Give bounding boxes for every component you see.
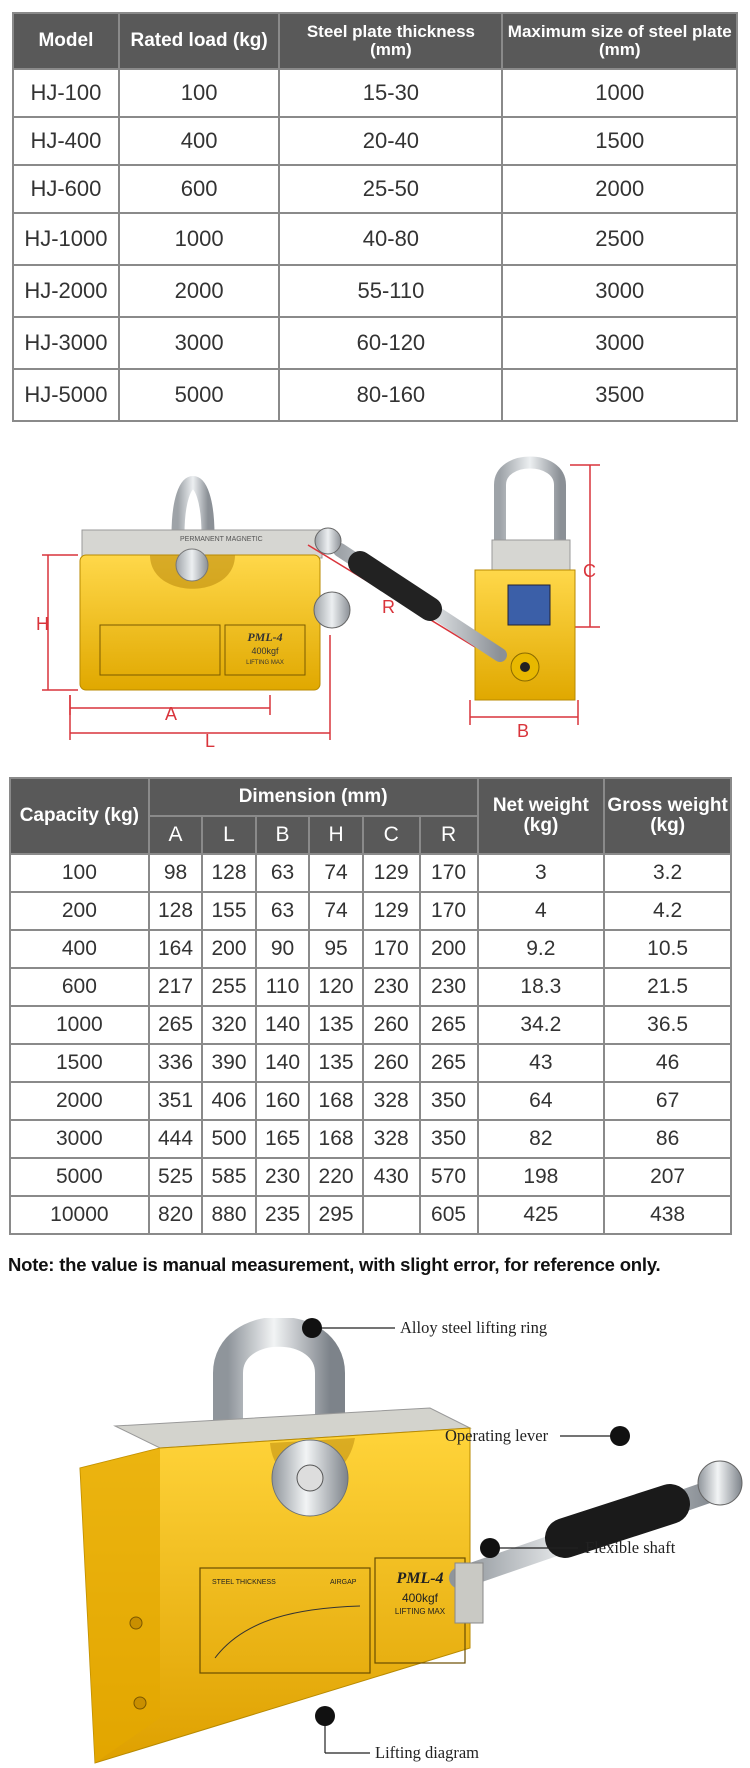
capacity-cell: 168	[309, 1120, 363, 1158]
capacity-dimension-table	[9, 777, 732, 1235]
header-dim-h: H	[309, 816, 363, 854]
header-dimension: Dimension (mm)	[149, 778, 478, 816]
product-lever-grip	[565, 1504, 670, 1538]
capacity-cell: 155	[202, 892, 256, 930]
capacity-cell: 350	[420, 1082, 478, 1120]
model-spec-row	[13, 213, 737, 265]
header-capacity: Capacity (kg)	[10, 778, 149, 854]
capacity-cell: 605	[420, 1196, 478, 1234]
header-dim-c: C	[363, 816, 420, 854]
capacity-cell: 2000	[10, 1082, 149, 1120]
capacity-cell: 600	[10, 968, 149, 1006]
capacity-cell: 9.2	[478, 930, 605, 968]
capacity-cell: 207	[604, 1158, 731, 1196]
model-spec-table	[12, 12, 738, 422]
label-l: L	[205, 731, 216, 751]
capacity-cell: 265	[420, 1044, 478, 1082]
capacity-cell: 170	[420, 892, 478, 930]
header-dim-a: A	[149, 816, 203, 854]
model-spec-cell: 3000	[119, 317, 280, 369]
lever-ball	[315, 528, 341, 554]
capacity-cell: 3000	[10, 1120, 149, 1158]
capacity-cell: 220	[309, 1158, 363, 1196]
capacity-cell: 260	[363, 1044, 420, 1082]
callout-lifting-ring: Alloy steel lifting ring	[400, 1318, 548, 1337]
capacity-cell: 351	[149, 1082, 203, 1120]
capacity-cell: 438	[604, 1196, 731, 1234]
capacity-cell: 400	[10, 930, 149, 968]
lever-grip	[360, 563, 430, 609]
capacity-cell: 230	[420, 968, 478, 1006]
product-plate-steel: STEEL THICKNESS	[212, 1579, 276, 1586]
capacity-cell: 10000	[10, 1196, 149, 1234]
front-lever-knob	[314, 592, 350, 628]
capacity-cell	[363, 1196, 420, 1234]
label-c: C	[583, 561, 596, 581]
capacity-cell: 63	[256, 892, 310, 930]
capacity-cell: 295	[309, 1196, 363, 1234]
model-spec-cell: HJ-400	[13, 117, 119, 165]
model-spec-row	[13, 265, 737, 317]
header-plate-thickness-text: Steel plate thickness (mm)	[306, 22, 475, 59]
capacity-cell: 140	[256, 1006, 310, 1044]
model-spec-cell: 2500	[502, 213, 737, 265]
capacity-cell: 18.3	[478, 968, 605, 1006]
front-plate-load: 400kgf	[251, 646, 279, 656]
capacity-cell: 129	[363, 854, 420, 892]
capacity-cell: 328	[363, 1120, 420, 1158]
capacity-cell: 120	[309, 968, 363, 1006]
capacity-cell: 82	[478, 1120, 605, 1158]
capacity-cell: 880	[202, 1196, 256, 1234]
capacity-cell: 265	[420, 1006, 478, 1044]
product-illustration	[0, 1318, 750, 1768]
side-gauge	[508, 585, 550, 625]
model-spec-cell: 25-50	[279, 165, 502, 213]
model-spec-cell: HJ-3000	[13, 317, 119, 369]
front-plate-model: PML-4	[247, 630, 283, 644]
capacity-cell: 164	[149, 930, 203, 968]
capacity-cell: 63	[256, 854, 310, 892]
capacity-cell: 4	[478, 892, 605, 930]
capacity-row	[10, 968, 731, 1006]
capacity-cell: 525	[149, 1158, 203, 1196]
model-spec-row	[13, 117, 737, 165]
header-dim-r: R	[420, 816, 478, 854]
product-plate-load: 400kgf	[401, 1591, 439, 1605]
capacity-cell: 425	[478, 1196, 605, 1234]
header-rated-load: Rated load (kg)	[119, 13, 280, 69]
capacity-cell: 500	[202, 1120, 256, 1158]
callout-operating-lever: Operating lever	[445, 1426, 549, 1445]
capacity-row	[10, 854, 731, 892]
capacity-row	[10, 1044, 731, 1082]
model-spec-cell: 40-80	[279, 213, 502, 265]
model-spec-row	[13, 69, 737, 117]
capacity-cell: 129	[363, 892, 420, 930]
label-a: A	[165, 704, 178, 724]
capacity-cell: 260	[363, 1006, 420, 1044]
measurement-note: Note: the value is manual measurement, with slight error, for reference only.	[8, 1254, 661, 1275]
model-spec-cell: 2000	[502, 165, 737, 213]
capacity-cell: 128	[202, 854, 256, 892]
model-spec-cell: 3500	[502, 369, 737, 421]
model-spec-cell: HJ-100	[13, 69, 119, 117]
capacity-cell: 34.2	[478, 1006, 605, 1044]
capacity-cell: 235	[256, 1196, 310, 1234]
capacity-cell: 217	[149, 968, 203, 1006]
capacity-cell: 98	[149, 854, 203, 892]
model-spec-cell: 3000	[502, 317, 737, 369]
header-model: Model	[13, 13, 119, 69]
model-spec-cell: 5000	[119, 369, 280, 421]
capacity-cell: 128	[149, 892, 203, 930]
side-view-magnet	[475, 463, 575, 701]
capacity-cell: 570	[420, 1158, 478, 1196]
header-max-plate-size-text: Maximum size of steel plate (mm)	[507, 22, 732, 59]
label-h: H	[36, 614, 49, 634]
model-spec-cell: 60-120	[279, 317, 502, 369]
model-spec-cell: 55-110	[279, 265, 502, 317]
capacity-cell: 46	[604, 1044, 731, 1082]
header-net-weight-text: Net weight (kg)	[492, 795, 589, 836]
model-spec-row	[13, 165, 737, 213]
capacity-cell: 255	[202, 968, 256, 1006]
capacity-cell: 21.5	[604, 968, 731, 1006]
capacity-cell: 1000	[10, 1006, 149, 1044]
front-view-magnet	[80, 483, 350, 691]
callout-flexible-shaft: Flexible shaft	[585, 1538, 676, 1557]
model-spec-cell: HJ-1000	[13, 213, 119, 265]
capacity-cell: 585	[202, 1158, 256, 1196]
capacity-cell: 320	[202, 1006, 256, 1044]
capacity-cell: 265	[149, 1006, 203, 1044]
capacity-dimension-body	[10, 854, 731, 1234]
model-spec-cell: HJ-600	[13, 165, 119, 213]
dimension-diagram	[30, 455, 710, 755]
model-spec-cell: 600	[119, 165, 280, 213]
lever-assembly	[315, 528, 500, 655]
capacity-cell: 200	[202, 930, 256, 968]
capacity-cell: 200	[10, 892, 149, 930]
model-spec-cell: HJ-2000	[13, 265, 119, 317]
label-r: R	[382, 597, 395, 617]
capacity-cell: 336	[149, 1044, 203, 1082]
capacity-cell: 444	[149, 1120, 203, 1158]
capacity-cell: 10.5	[604, 930, 731, 968]
model-spec-row	[13, 317, 737, 369]
capacity-cell: 36.5	[604, 1006, 731, 1044]
capacity-cell: 110	[256, 968, 310, 1006]
model-spec-cell: 20-40	[279, 117, 502, 165]
capacity-row	[10, 1006, 731, 1044]
header-max-plate-size	[502, 13, 737, 69]
capacity-cell: 165	[256, 1120, 310, 1158]
capacity-row	[10, 1158, 731, 1196]
side-shackle	[500, 463, 560, 551]
model-spec-cell: 15-30	[279, 69, 502, 117]
product-plate-sub: LIFTING MAX	[394, 1607, 446, 1616]
capacity-row	[10, 1196, 731, 1234]
product-lever-ball	[698, 1461, 742, 1505]
capacity-cell: 4.2	[604, 892, 731, 930]
capacity-row	[10, 930, 731, 968]
model-spec-cell: 1000	[119, 213, 280, 265]
capacity-cell: 168	[309, 1082, 363, 1120]
header-gross-weight-text: Gross weight (kg)	[607, 795, 728, 836]
capacity-cell: 100	[10, 854, 149, 892]
header-dim-l: L	[202, 816, 256, 854]
capacity-cell: 230	[363, 968, 420, 1006]
capacity-cell: 170	[420, 854, 478, 892]
header-gross-weight	[604, 778, 731, 854]
product-plate-model: PML-4	[396, 1570, 444, 1587]
capacity-cell: 67	[604, 1082, 731, 1120]
capacity-cell: 350	[420, 1120, 478, 1158]
capacity-cell: 3	[478, 854, 605, 892]
model-spec-header-row	[13, 13, 737, 69]
capacity-cell: 198	[478, 1158, 605, 1196]
capacity-cell: 170	[363, 930, 420, 968]
capacity-cell: 328	[363, 1082, 420, 1120]
capacity-cell: 406	[202, 1082, 256, 1120]
capacity-cell: 200	[420, 930, 478, 968]
capacity-cell: 95	[309, 930, 363, 968]
capacity-cell: 43	[478, 1044, 605, 1082]
capacity-cell: 86	[604, 1120, 731, 1158]
capacity-cell: 820	[149, 1196, 203, 1234]
capacity-row	[10, 892, 731, 930]
header-net-weight	[478, 778, 605, 854]
model-spec-cell: HJ-5000	[13, 369, 119, 421]
callout-lifting-diagram: Lifting diagram	[375, 1743, 480, 1762]
model-spec-cell: 3000	[502, 265, 737, 317]
model-spec-row	[13, 369, 737, 421]
model-spec-cell: 2000	[119, 265, 280, 317]
capacity-cell: 1500	[10, 1044, 149, 1082]
capacity-row	[10, 1082, 731, 1120]
capacity-cell: 390	[202, 1044, 256, 1082]
header-plate-thickness	[279, 13, 502, 69]
label-b: B	[517, 721, 530, 741]
capacity-cell: 140	[256, 1044, 310, 1082]
model-spec-cell: 1500	[502, 117, 737, 165]
capacity-cell: 74	[309, 892, 363, 930]
model-spec-cell: 1000	[502, 69, 737, 117]
front-plate-sub: LIFTING MAX	[246, 660, 284, 666]
capacity-row	[10, 1120, 731, 1158]
model-spec-cell: 100	[119, 69, 280, 117]
capacity-cell: 5000	[10, 1158, 149, 1196]
capacity-cell: 74	[309, 854, 363, 892]
front-shackle-pin	[176, 549, 208, 581]
capacity-cell: 3.2	[604, 854, 731, 892]
product-plate-airgap: AIRGAP	[330, 1579, 357, 1586]
capacity-cell: 230	[256, 1158, 310, 1196]
front-brand: PERMANENT MAGNETIC	[180, 536, 263, 543]
model-spec-body	[13, 69, 737, 421]
capacity-cell: 90	[256, 930, 310, 968]
capacity-cell: 160	[256, 1082, 310, 1120]
model-spec-cell: 80-160	[279, 369, 502, 421]
capacity-cell: 135	[309, 1006, 363, 1044]
capacity-cell: 64	[478, 1082, 605, 1120]
capacity-cell: 430	[363, 1158, 420, 1196]
capacity-header-row-1	[10, 778, 731, 816]
capacity-cell: 135	[309, 1044, 363, 1082]
front-shackle	[178, 483, 208, 536]
header-dim-b: B	[256, 816, 310, 854]
model-spec-cell: 400	[119, 117, 280, 165]
